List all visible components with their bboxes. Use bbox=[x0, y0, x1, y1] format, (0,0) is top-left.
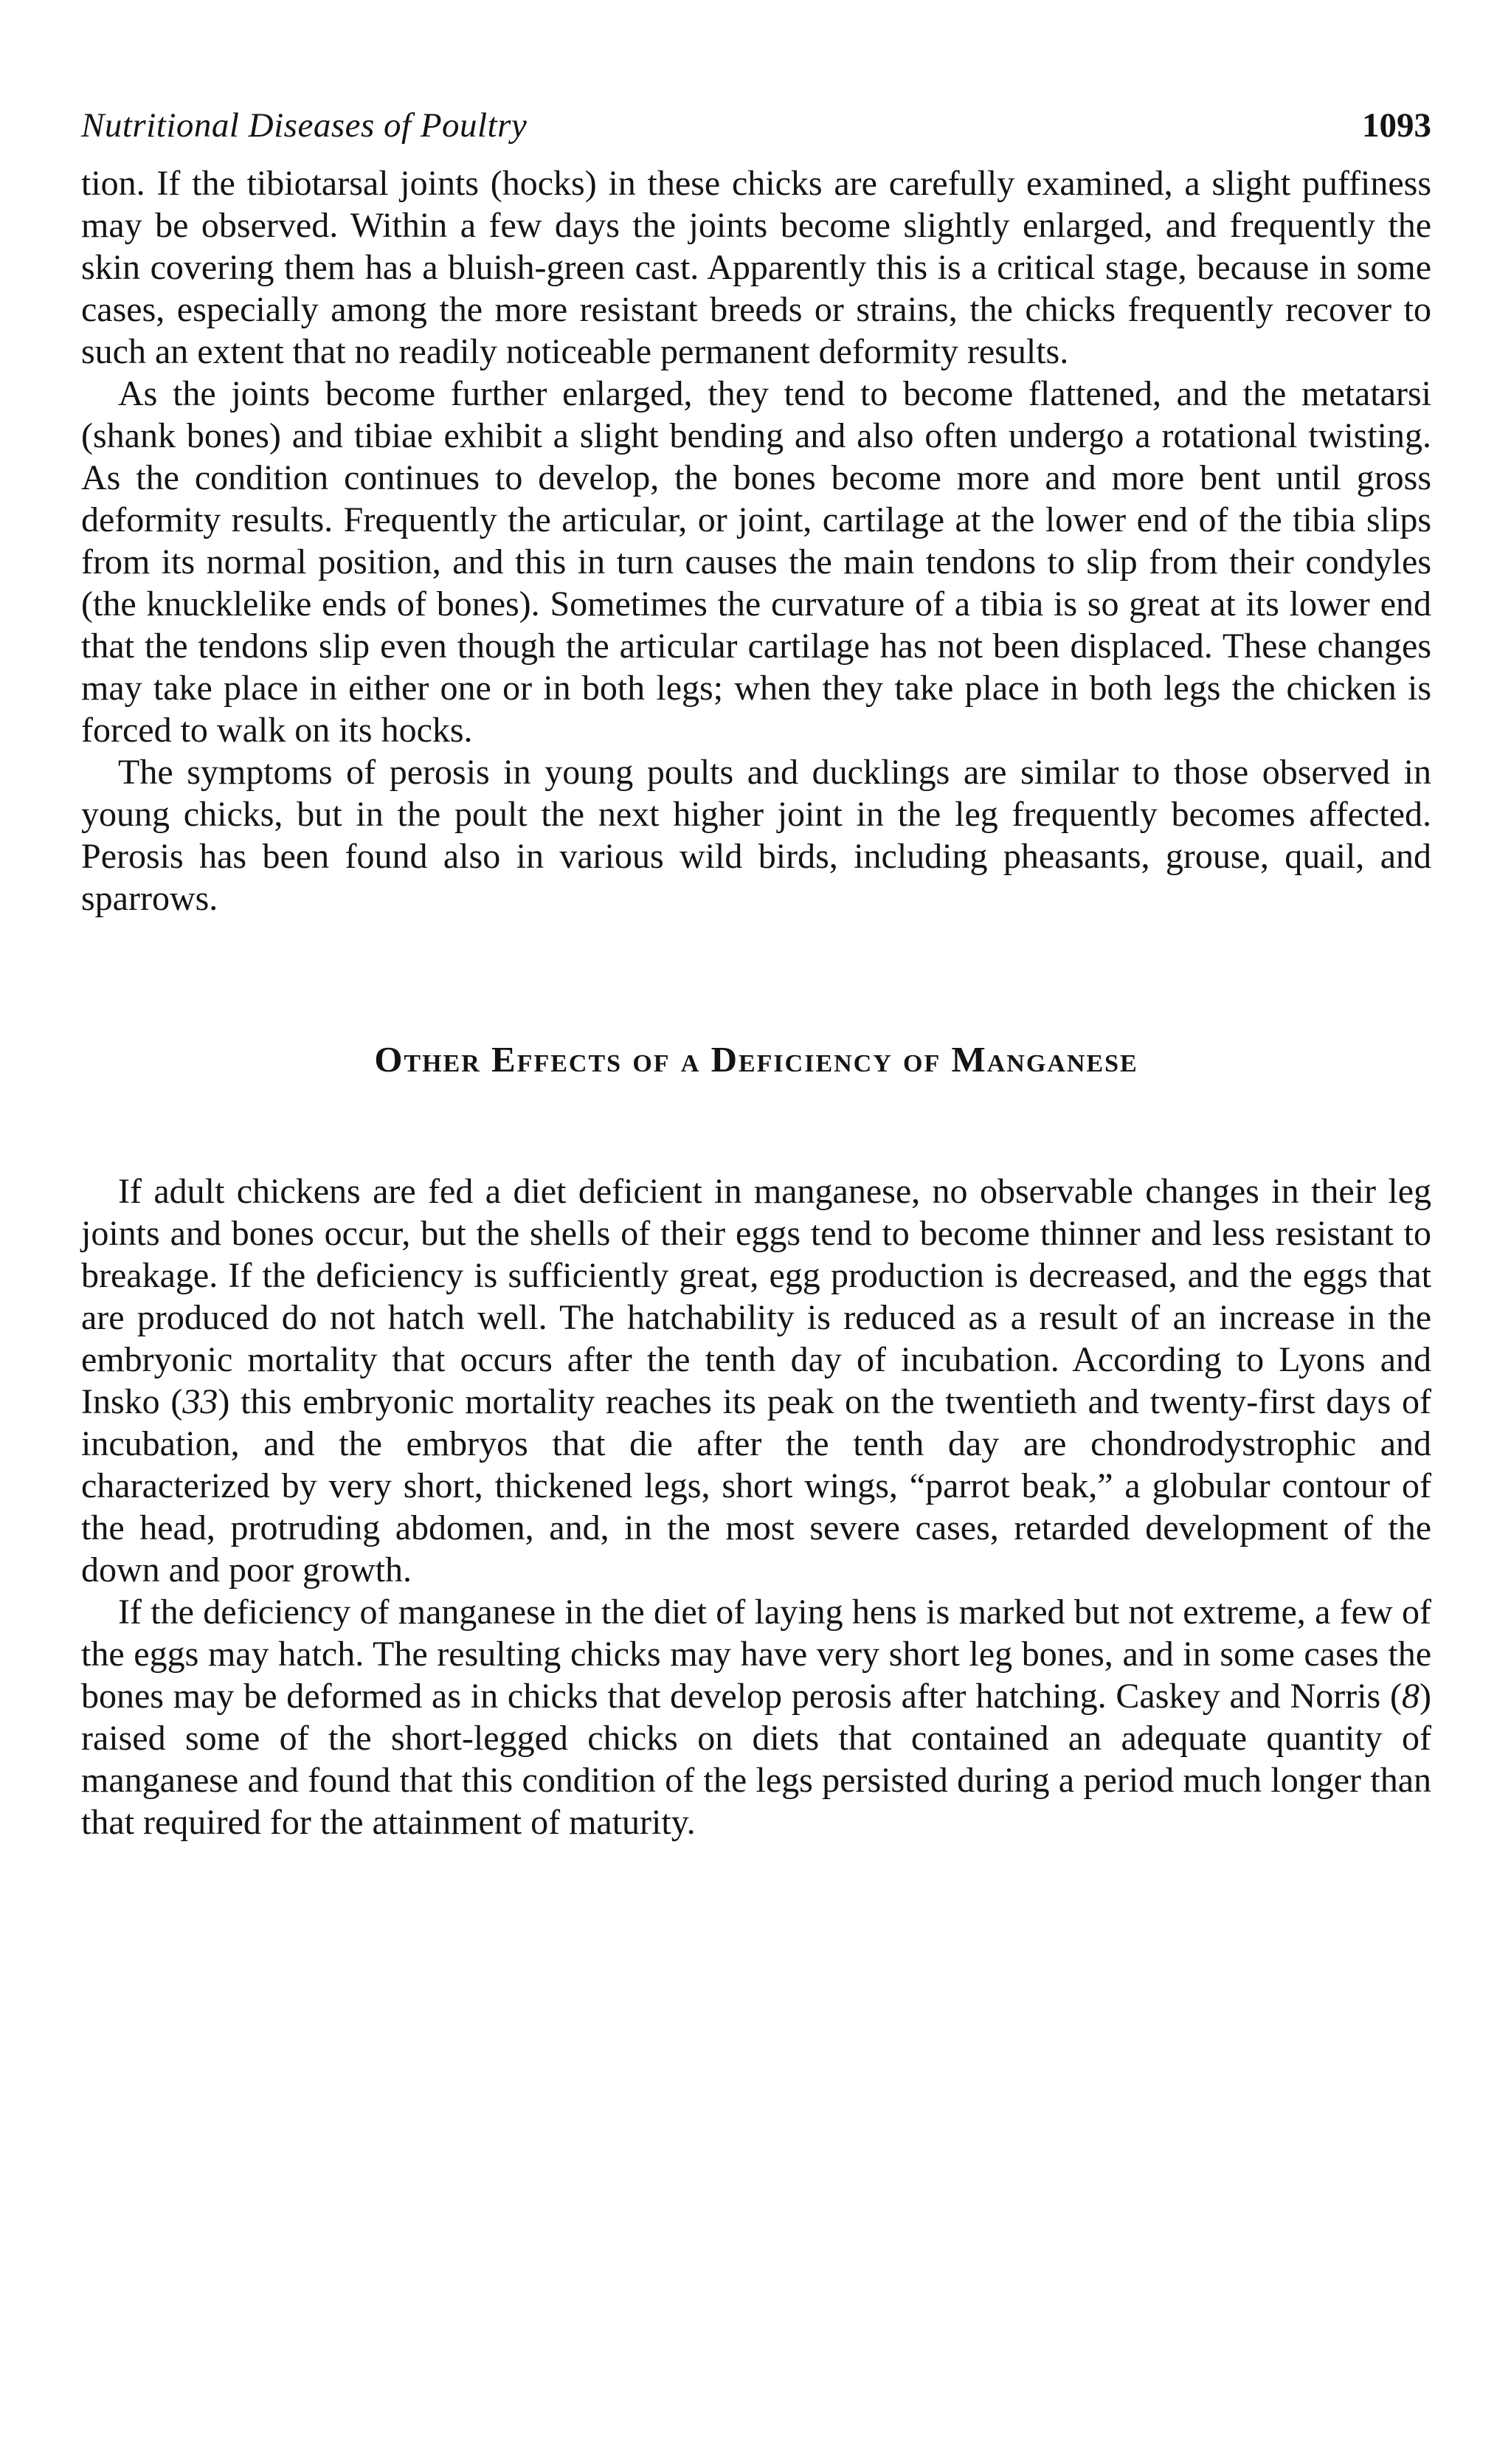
paragraph-continued: tion. If the tibiotarsal joints (hocks) in these chicks are carefully examined, a slight puffiness may be observed. Within a few days the joints become slightly enlarged, and frequently the skin covering them has a bluish-green cast. Apparently this is a critical stage, because in some cases, especially among the more resistant breeds or strains, the chicks frequently recover to such an extent that no readily noticeable permanent deformity results. bbox=[81, 164, 1431, 371]
running-title: Nutritional Diseases of Poultry bbox=[81, 106, 528, 145]
paragraph-adult-chickens bbox=[81, 1170, 1431, 1591]
citation-reference: 8 bbox=[1402, 1677, 1420, 1716]
paragraph-joint-deformity: As the joints become further enlarged, they tend to become flattened, and the metatarsi (shank bones) and tibiae exhibit a slight bending and also often undergo a rotational twisting. As the condition continues to develop, the bones become more and more bent until gross deformity results. Frequently the articular, or joint, cartilage at the lower end of the tibia slips from its normal position, and this in turn causes the main tendons to slip from their condyles (the knucklelike ends of bones). Sometimes the curvature of a tibia is so great at its lower end that the tendons slip even though the articular cartilage has not been displaced. These changes may take place in either one or in both legs; when they take place in both legs the chicken is forced to walk on its hocks. bbox=[81, 374, 1431, 750]
paragraph-text: ) this embryonic mortality reaches its peak on the twentieth and twenty-first days of incubation, and the embryos that die after the tenth day are chondrodystrophic and characterized by very short, thickened legs, short wings, “parrot beak,” a globular contour of the head, protruding abdomen, and, in the most severe cases, retarded development of the down and poor growth. bbox=[81, 1382, 1432, 1590]
paragraph-text: ) raised some of the short-legged chicks on diets that contained an adequate quantity of manganese and found that this condition of the legs persisted during a period much longer than that required for the attainment of maturity. bbox=[81, 1677, 1431, 1842]
paragraph-text: If adult chickens are fed a diet deficient in manganese, no observable changes in their leg joints and bones occur, but the shells of their eggs tend to become thinner and less resistant to breakage. If the deficiency is sufficiently great, egg production is decreased, and the eggs that are produced do not hatch well. The hatchability is reduced as a result of an increase in the embryonic mortality that occurs after the tenth day of incubation. According to Lyons and Insko ( bbox=[81, 1172, 1431, 1421]
section-heading: Other Effects of a Deficiency of Manganese bbox=[374, 1039, 1138, 1080]
paragraph-poults-ducklings: The symptoms of perosis in young poults and ducklings are similar to those observed in young chicks, but in the poult the next higher joint in the leg frequently becomes affected. Perosis has been found also in various wild birds, including pheasants, grouse, quail, and sparrows. bbox=[81, 753, 1431, 918]
page-number: 1093 bbox=[1362, 106, 1431, 145]
citation-reference: 33 bbox=[182, 1382, 218, 1421]
running-header bbox=[81, 103, 1431, 162]
book-page bbox=[81, 103, 1431, 2428]
paragraph-text: If the deficiency of manganese in the diet of laying hens is marked but not extreme, a few of the eggs may hatch. The resulting chicks may have very short leg bones, and in some cases the bones may be deformed as in chicks that develop perosis after hatching. Caskey and Norris ( bbox=[81, 1592, 1431, 1716]
paragraph-laying-hens bbox=[81, 1591, 1431, 1843]
